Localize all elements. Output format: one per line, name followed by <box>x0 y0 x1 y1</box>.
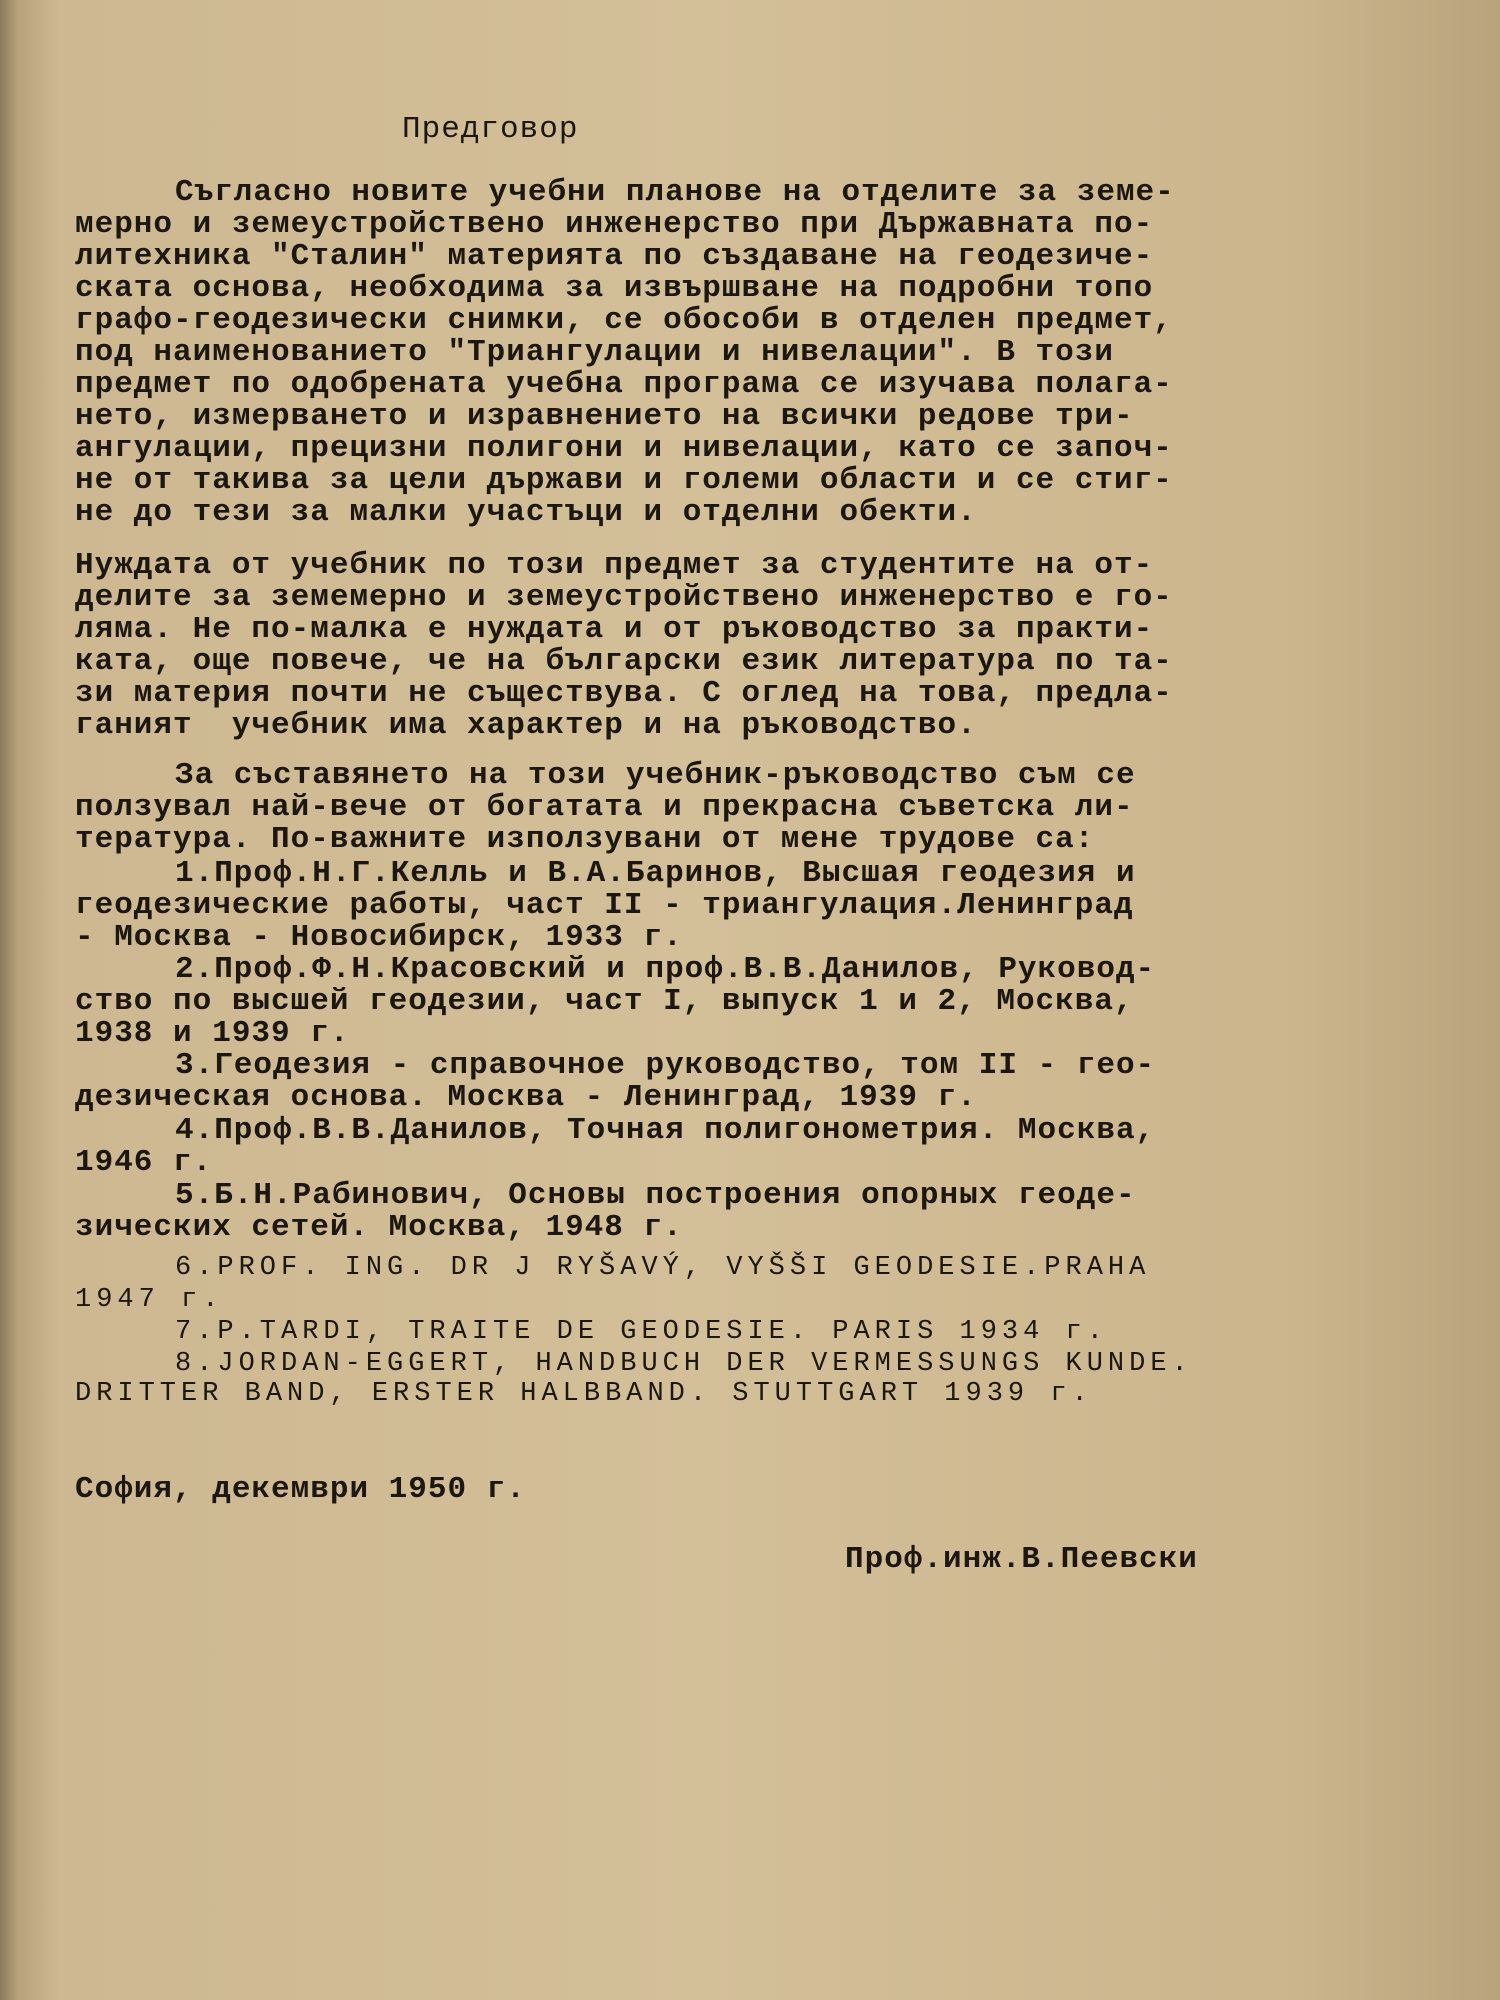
signature: Проф.инж.В.Пеевски <box>845 1542 1198 1577</box>
reference-item: 1946 г. <box>75 1145 213 1180</box>
reference-item: 2.Проф.Ф.Н.Красовский и проф.В.В.Данилов, Руковод- <box>175 952 1156 987</box>
text-line: нето, измерването и изравнението на всички редове три- <box>75 399 1134 434</box>
text-line: ганият учебник има характер и на ръководство. <box>75 708 977 743</box>
reference-item: 3.Геодезия - справочное руководство, том II - гео- <box>175 1048 1156 1083</box>
reference-item: 4.Проф.В.В.Данилов, Точная полигонометрия. Москва, <box>175 1113 1156 1148</box>
text-line: ляма. Не по-малка е нуждата и от ръководство за практи- <box>75 612 1154 647</box>
text-line: тература. По-важните използувани от мене трудове са: <box>75 822 1095 857</box>
reference-item: DRITTER BAND, ERSTER HALBBAND. STUTTGART 1939 г. <box>75 1379 1093 1409</box>
text-line: не до тези за малки участъци и отделни обекти. <box>75 495 977 530</box>
text-line: За съставянето на този учебник-ръководство съм се <box>175 758 1136 793</box>
text-line: делите за земемерно и земеустройствено инженерство е го- <box>75 580 1173 615</box>
reference-item: 6.PROF. ING. DR J RYŠAVÝ, VYŠŠI GEODESIE.PRAHA <box>175 1253 1151 1283</box>
reference-item: дезическая основа. Москва - Ленинград, 1939 г. <box>75 1080 977 1115</box>
text-line: предмет по одобрената учебна програма се изучава полага- <box>75 367 1173 402</box>
text-line: Съгласно новите учебни планове на отделите за земе- <box>175 175 1175 210</box>
reference-item: 8.JORDAN-EGGERT, HANDBUCH DER VERMESSUNGS KUNDE. <box>175 1349 1193 1379</box>
reference-item: ство по высшей геодезии, част I, выпуск 1 и 2, Москва, <box>75 984 1134 1019</box>
reference-item: 1.Проф.Н.Г.Келль и В.А.Баринов, Высшая геодезия и <box>175 856 1136 891</box>
text-line: ползувал най-вече от богатата и прекрасна съветска ли- <box>75 790 1134 825</box>
text-line: графо-геодезически снимки, се обособи в отделен предмет, <box>75 303 1173 338</box>
reference-item: - Москва - Новосибирск, 1933 г. <box>75 920 683 955</box>
text-line: зи материя почти не съществува. С оглед на това, предла- <box>75 676 1173 711</box>
text-line: литехника "Сталин" материята по създаване на геодезиче- <box>75 239 1154 274</box>
reference-item: 7.P.TARDI, TRAITE DE GEODESIE. PARIS 1934 г. <box>175 1317 1108 1347</box>
text-line: мерно и земеустройствено инженерство при Държавната по- <box>75 207 1154 242</box>
text-line: ската основа, необходима за извършване на подробни топо <box>75 271 1154 306</box>
page-title: Предговор <box>402 112 579 147</box>
text-line: Нуждата от учебник по този предмет за студентите на от- <box>75 548 1154 583</box>
place-date: София, декември 1950 г. <box>75 1472 526 1507</box>
reference-item: геодезические работы, част II - триангулация.Ленинград <box>75 888 1134 923</box>
text-line: под наименованието "Триангулации и нивелации". В този <box>75 335 1114 370</box>
text-line: ангулации, прецизни полигони и нивелации, като се започ- <box>75 431 1173 466</box>
reference-item: 1947 г. <box>75 1285 224 1315</box>
text-line: ката, още повече, че на български език литература по та- <box>75 644 1173 679</box>
reference-item: 5.Б.Н.Рабинович, Основы построения опорных геоде- <box>175 1178 1136 1213</box>
reference-item: зических сетей. Москва, 1948 г. <box>75 1210 683 1245</box>
reference-item: 1938 и 1939 г. <box>75 1016 350 1051</box>
text-line: не от такива за цели държави и големи области и се стиг- <box>75 463 1173 498</box>
